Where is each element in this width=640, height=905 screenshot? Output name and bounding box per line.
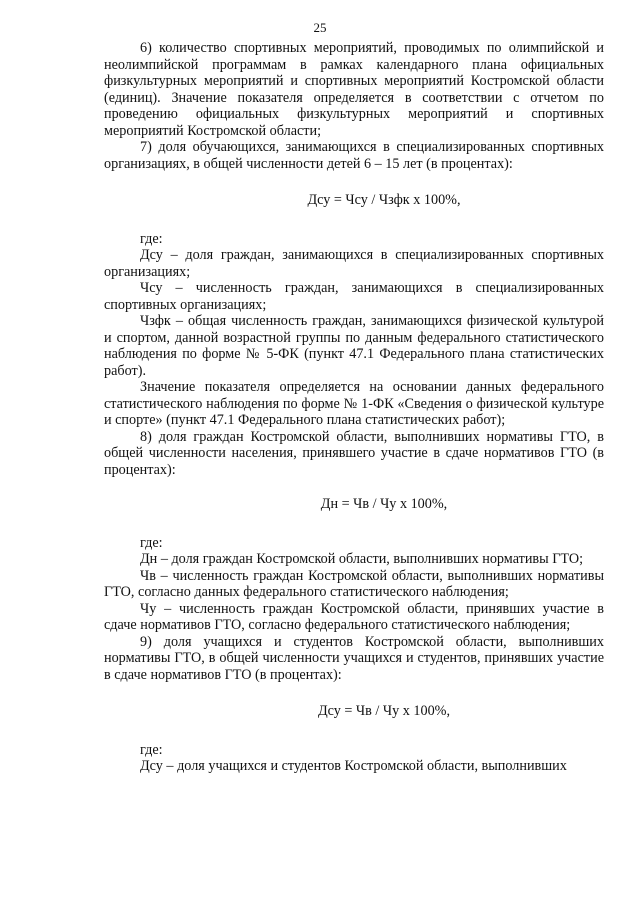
- where-label: где:: [140, 741, 163, 758]
- item-7-paragraph: 7) доля обучающихся, занимающихся в специализированных спортивных организациях, в общей численности детей 6 – 15 лет (в процентах):: [104, 139, 604, 172]
- definition-dsu: Дсу – доля граждан, занимающихся в специализированных спортивных организациях;: [104, 247, 604, 280]
- document-body: [104, 40, 604, 775]
- definition-chu: Чу – численность граждан Костромской области, принявших участие в сдаче нормативов ГТО, согласно федерального статистического наблюдения;: [104, 600, 604, 633]
- definition-chv: Чв – численность граждан Костромской области, выполнивших нормативы ГТО, согласно данных федерального статистического наблюдения;: [104, 567, 604, 600]
- definition-chsu: Чсу – численность граждан, занимающихся в специализированных спортивных организациях;: [104, 280, 604, 313]
- where-label: где:: [140, 230, 163, 247]
- item-8-paragraph: 8) доля граждан Костромской области, выполнивших нормативы ГТО, в общей численности населения, принявшего участие в сдаче нормативов ГТО (в процентах):: [104, 428, 604, 478]
- item-6-paragraph: 6) количество спортивных мероприятий, проводимых по олимпийской и неолимпийской программам в рамках календарного плана официальных физкультурных мероприятий и спортивных мероприятий Костромской области (единиц). Значение показателя определяется в соответствии с отчетом по проведению официальных физкультурных мероприятий и спортивных мероприятий Костромской области;: [104, 40, 604, 139]
- where-label: где:: [140, 534, 163, 551]
- formula-dsu-1: Дсу = Чсу / Чзфк х 100%,: [307, 192, 461, 208]
- formula-dsu-2: Дсу = Чв / Чу х 100%,: [317, 703, 451, 719]
- page-number: 25: [313, 20, 327, 35]
- item-9-paragraph: 9) доля учащихся и студентов Костромской области, выполнивших нормативы ГТО, в общей численности учащихся и студентов, принявших участие в сдаче нормативов ГТО (в процентах):: [104, 633, 604, 683]
- definition-dsu-students: Дсу – доля учащихся и студентов Костромской области, выполнивших: [140, 758, 567, 774]
- definition-chzfk: Чзфк – общая численность граждан, занимающихся физической культурой и спортом, данной возрастной группы по данным федерального статистического наблюдения по форме № 5-ФК (пункт 47.1 Федерального плана статистических работ).: [104, 313, 604, 379]
- formula-dn: Дн = Чв / Чу х 100%,: [320, 496, 448, 512]
- definition-dn: Дн – доля граждан Костромской области, выполнивших нормативы ГТО;: [140, 551, 584, 567]
- note-paragraph: Значение показателя определяется на основании данных федерального статистического наблюдения по форме № 1-ФК «Сведения о физической культуре и спорте» (пункт 47.1 Федерального плана статистических работ);: [104, 379, 604, 428]
